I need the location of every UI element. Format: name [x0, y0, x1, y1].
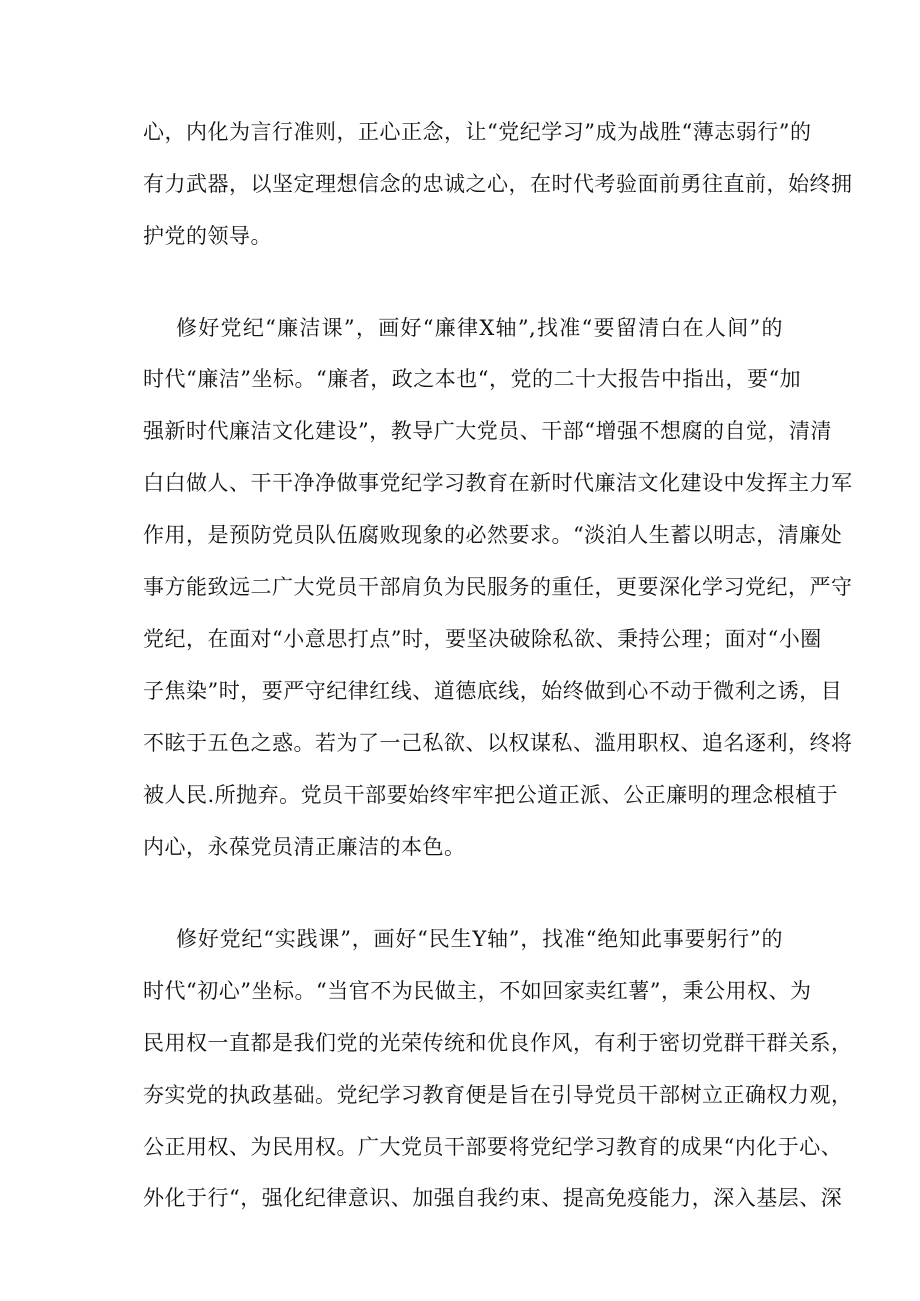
text-line: 被人民.所抛弃。党员干部要始终牢牢把公道正派、公正廉明的理念根植于 [143, 783, 839, 807]
text-line: 心，内化为言行准则，正心正念，让“党纪学习”成为战胜“薄志弱行”的 [143, 120, 812, 144]
text-line: 修好党纪“实践课”，画好“民生Y轴”，找准“绝知此事要躬行”的 [176, 927, 783, 951]
text-line: 白白做人、干干净净做事党纪学习教育在新时代廉洁文化建设中发挥主力军 [143, 471, 853, 495]
text-line: 子焦染”时，要严守纪律红线、道德底线，始终做到心不动于微利之诱，目 [143, 679, 843, 703]
text-line: 有力武器，以坚定理想信念的忠诚之心，在时代考验面前勇往直前，始终拥 [143, 172, 853, 196]
text-line: 夯实党的执政基础。党纪学习教育便是旨在引导党员干部树立正确权力观， [143, 1083, 853, 1107]
text-line: 公正用权、为民用权。广大党员干部要将党纪学习教育的成果“内化于心、 [143, 1135, 843, 1159]
text-line: 民用权一直都是我们党的光荣传统和优良作风，有利于密切党群干群关系， [143, 1031, 853, 1055]
text-line: 时代“初心”坐标。“当官不为民做主，不如回家卖红薯”，秉公用权、为 [143, 979, 812, 1003]
text-line: 不眩于五色之惑。若为了一己私欲、以权谋私、滥用职权、追名逐利，终将 [143, 731, 853, 755]
text-line: 作用，是预防党员队伍腐败现象的必然要求。“淡泊人生蓄以明志，清廉处 [143, 523, 843, 547]
text-line: 事方能致远二广大党员干部肩负为民服务的重任，更要深化学习党纪，严守 [143, 575, 853, 599]
text-line: 修好党纪“廉洁课”，画好“廉律X轴”,找准“要留清白在人间”的 [176, 316, 783, 340]
text-line: 时代“廉洁”坐标。“廉者，政之本也“，党的二十大报告中指出，要“加 [143, 367, 802, 391]
text-line: 护党的领导。 [143, 224, 272, 248]
text-line: 党纪，在面对“小意思打点”时，要坚决破除私欲、秉持公理；面对“小圈 [143, 627, 822, 651]
text-line: 内心，永葆党员清正廉洁的本色。 [143, 835, 466, 859]
text-line: 强新时代廉洁文化建设”，教导广大党员、干部“增强不想腐的自觉，清清 [143, 419, 832, 443]
text-line: 外化于行“，强化纪律意识、加强自我约束、提高免疫能力，深入基层、深 [143, 1186, 843, 1210]
